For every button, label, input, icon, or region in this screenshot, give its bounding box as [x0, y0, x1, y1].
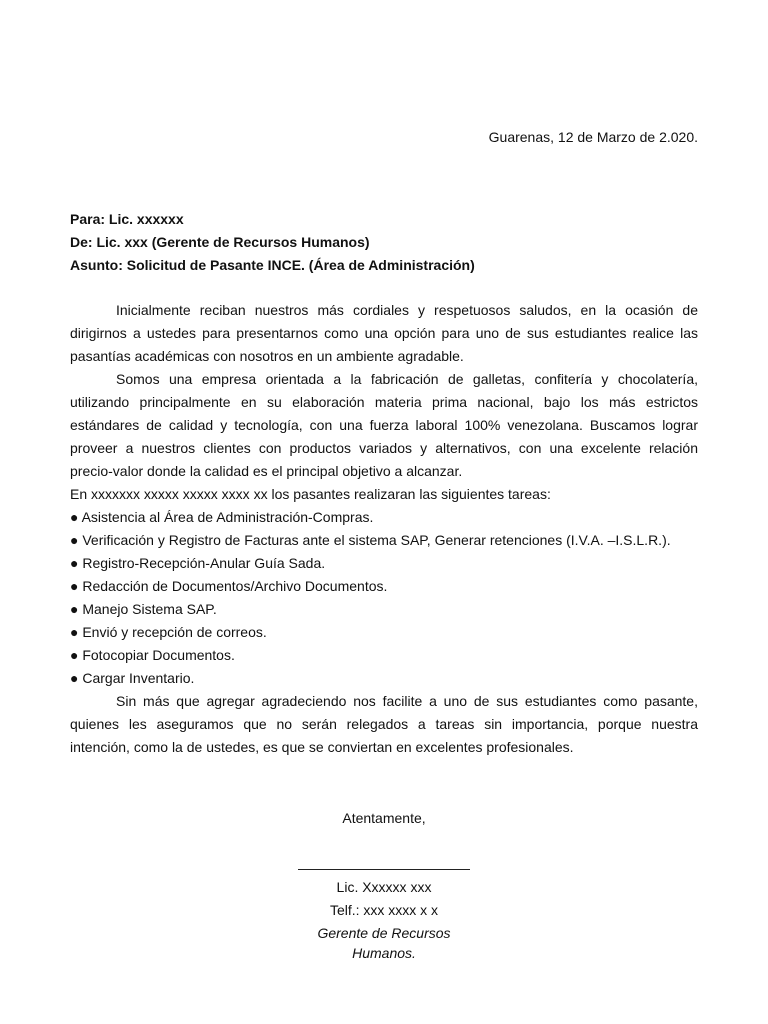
task-item: ● Registro-Recepción-Anular Guía Sada.	[70, 555, 326, 571]
signature-line	[298, 869, 470, 870]
task-item: ● Envió y recepción de correos.	[70, 624, 267, 640]
closing-text: Atentamente,	[342, 810, 426, 826]
paragraph1-line-2: dirigirnos a ustedes para presentarnos como una opción para uno de sus estudiantes realice las	[70, 325, 698, 341]
task-item: ● Fotocopiar Documentos.	[70, 647, 235, 663]
task-item: ● Verificación y Registro de Facturas ante el sistema SAP, Generar retenciones (I.V.A. –I.S.L.R.).	[70, 532, 671, 548]
task-item: ● Manejo Sistema SAP.	[70, 601, 217, 617]
paragraph2-line-5: precio-valor donde la calidad es el principal objetivo a alcanzar.	[70, 463, 463, 479]
sender-line: De: Lic. xxx (Gerente de Recursos Humanos)	[70, 234, 370, 250]
paragraph2-line-1: Somos una empresa orientada a la fabricación de galletas, confitería y chocolatería,	[116, 371, 698, 387]
paragraph3-line-1: Sin más que agregar agradeciendo nos facilite a uno de sus estudiantes como pasante,	[116, 693, 698, 709]
task-item: ● Asistencia al Área de Administración-Compras.	[70, 509, 374, 525]
paragraph1-line-3: pasantías académicas con nosotros en un ambiente agradable.	[70, 348, 464, 364]
task-item: ● Redacción de Documentos/Archivo Documentos.	[70, 578, 388, 594]
subject-line: Asunto: Solicitud de Pasante INCE. (Área de Administración)	[70, 257, 475, 273]
paragraph2-line-4: proveer a nuestros clientes con productos variados y alternativos, con una excelente relación	[70, 440, 698, 456]
date-line: Guarenas, 12 de Marzo de 2.020.	[488, 129, 698, 145]
task-item: ● Cargar Inventario.	[70, 670, 195, 686]
signer-phone: Telf.: xxx xxxx x x	[329, 902, 439, 918]
signer-title: Gerente de Recursos Humanos.	[317, 925, 451, 961]
recipient-line: Para: Lic. xxxxxx	[70, 211, 184, 227]
paragraph3-line-2: quienes les aseguramos que no serán relegados a tareas sin importancia, porque nuestra	[70, 716, 698, 732]
signer-name: Lic. Xxxxxx xxx	[336, 879, 432, 895]
paragraph3-line-3: intención, como la de ustedes, es que se conviertan en excelentes profesionales.	[70, 739, 574, 755]
paragraph2-line-2: utilizando principalmente en su elaboración materia prima nacional, bajo los más estrictos	[70, 394, 698, 410]
paragraph2-line-3: estándares de calidad y tecnología, con una fuerza laboral 100% venezolana. Buscamos lograr	[70, 417, 698, 433]
tasks-intro: En xxxxxxx xxxxx xxxxx xxxx xx los pasantes realizaran las siguientes tareas:	[70, 486, 551, 502]
paragraph1-line-1: Inicialmente reciban nuestros más cordiales y respetuosos saludos, en la ocasión de	[116, 302, 698, 318]
